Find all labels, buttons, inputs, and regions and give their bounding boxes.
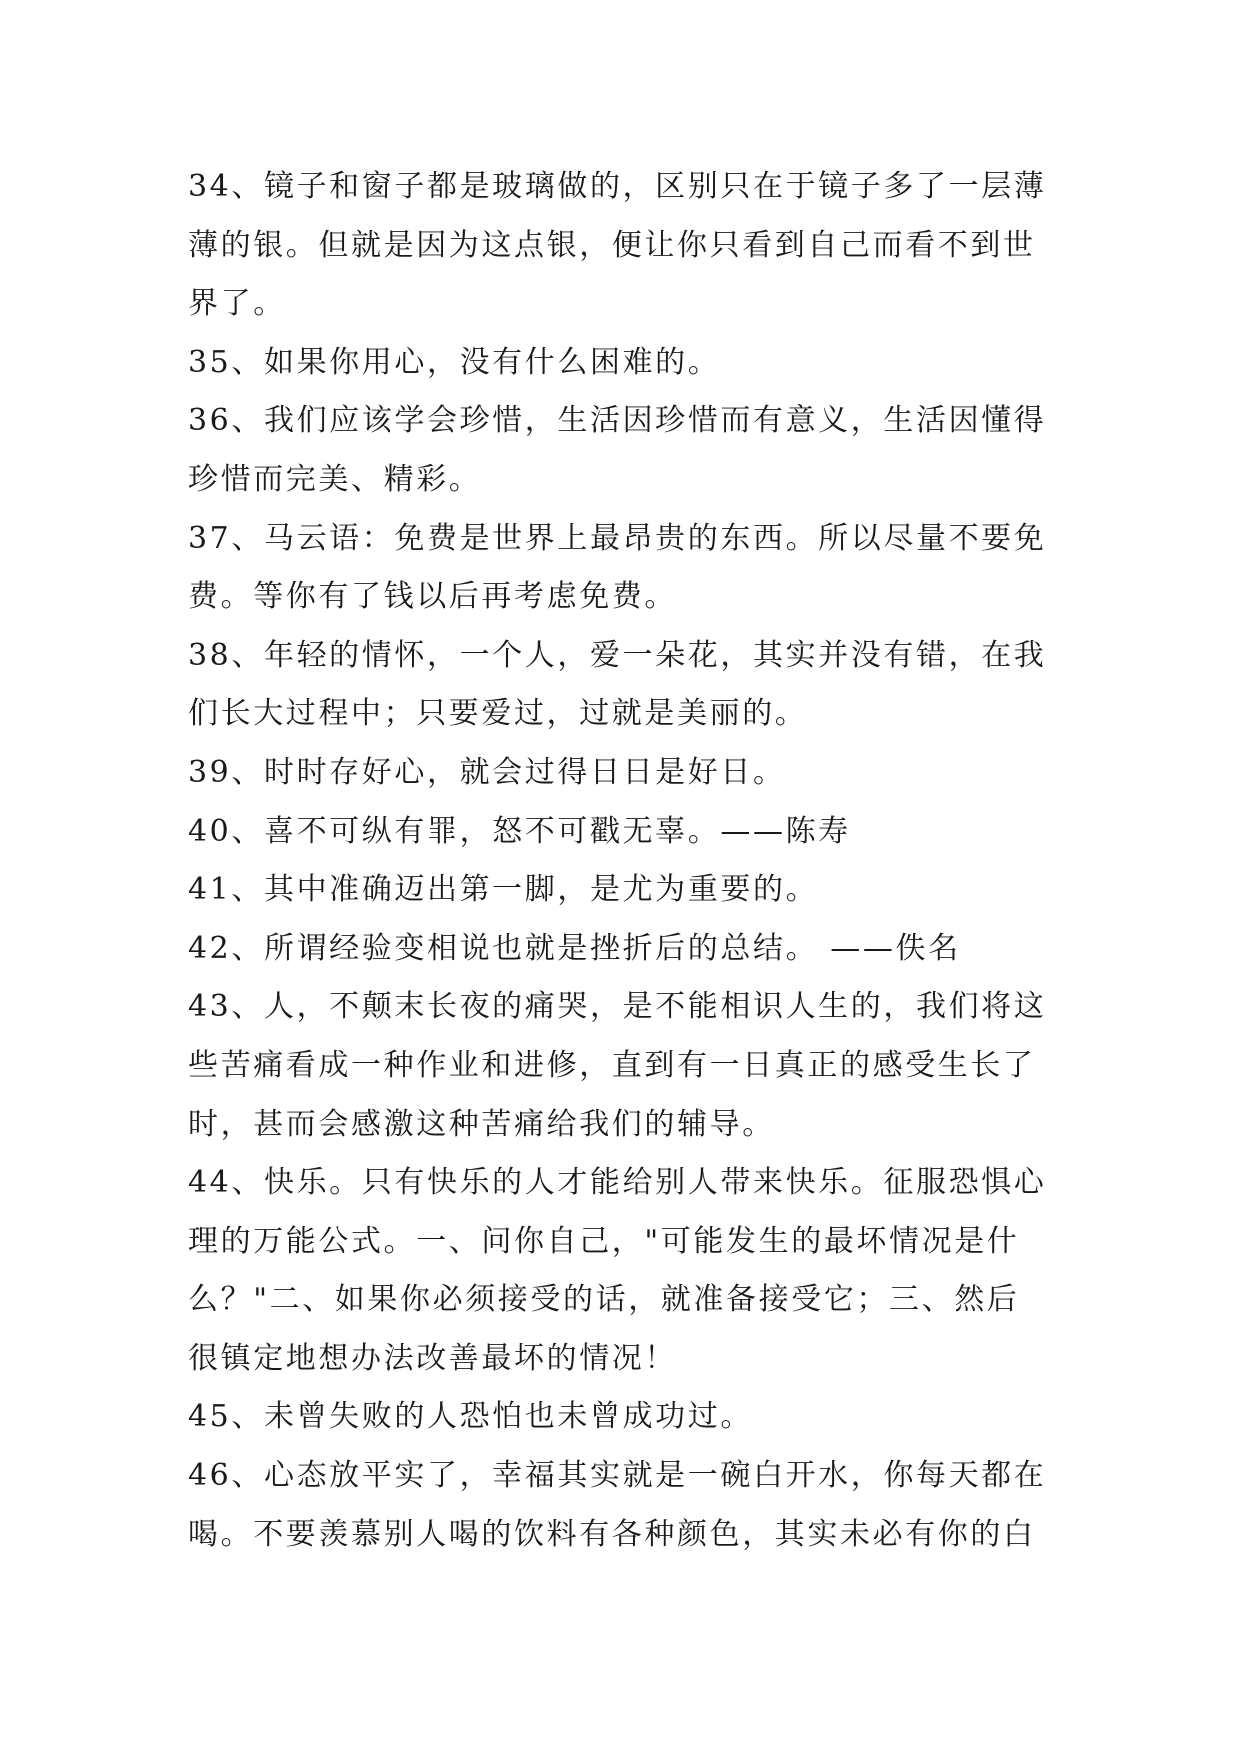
text-line: 40、喜不可纵有罪，怒不可戳无辜。——陈寿	[188, 813, 851, 849]
text-line: 35、如果你用心，没有什么困难的。	[188, 344, 721, 380]
text-line: 时，甚而会感激这种苦痛给我们的辅导。	[188, 1106, 775, 1142]
text-line: 们长大过程中；只要爱过，过就是美丽的。	[188, 696, 808, 732]
text-line: 42、所谓经验变相说也就是挫折后的总结。 ——佚名	[188, 930, 961, 966]
text-line: 界了。	[188, 286, 286, 322]
text-line: 些苦痛看成一种作业和进修，直到有一日真正的感受生长了	[188, 1047, 1036, 1083]
text-line: 薄的银。但就是因为这点银，便让你只看到自己而看不到世	[188, 227, 1036, 263]
text-line: 珍惜而完美、精彩。	[188, 461, 482, 497]
document-body	[188, 158, 1058, 1564]
text-line: 36、我们应该学会珍惜，生活因珍惜而有意义，生活因懂得	[188, 403, 1047, 439]
text-line: 理的万能公式。一、问你自己，"可能发生的最坏情况是什	[188, 1223, 1020, 1259]
text-line: 34、镜子和窗子都是玻璃做的，区别只在于镜子多了一层薄	[188, 169, 1047, 204]
text-line: 41、其中准确迈出第一脚，是尤为重要的。	[188, 872, 819, 908]
text-line: 44、快乐。只有快乐的人才能给别人带来快乐。征服恐惧心	[188, 1165, 1047, 1201]
text-line: 很镇定地想办法改善最坏的情况！	[188, 1340, 677, 1376]
text-line: 37、马云语：免费是世界上最昂贵的东西。所以尽量不要免	[188, 520, 1047, 556]
text-line: 喝。不要羡慕别人喝的饮料有各种颜色，其实未必有你的白	[188, 1516, 1036, 1552]
text-line: 么？"二、如果你必须接受的话，就准备接受它；三、然后	[188, 1282, 1020, 1318]
text-line: 38、年轻的情怀，一个人，爱一朵花，其实并没有错，在我	[188, 637, 1047, 673]
text-line: 43、人，不颠末长夜的痛哭，是不能相识人生的，我们将这	[188, 989, 1047, 1025]
text-line: 39、时时存好心，就会过得日日是好日。	[188, 754, 786, 790]
text-line: 45、未曾失败的人恐怕也未曾成功过。	[188, 1399, 753, 1435]
text-line: 46、心态放平实了，幸福其实就是一碗白开水，你每天都在	[188, 1458, 1047, 1494]
text-line: 费。等你有了钱以后再考虑免费。	[188, 579, 677, 615]
